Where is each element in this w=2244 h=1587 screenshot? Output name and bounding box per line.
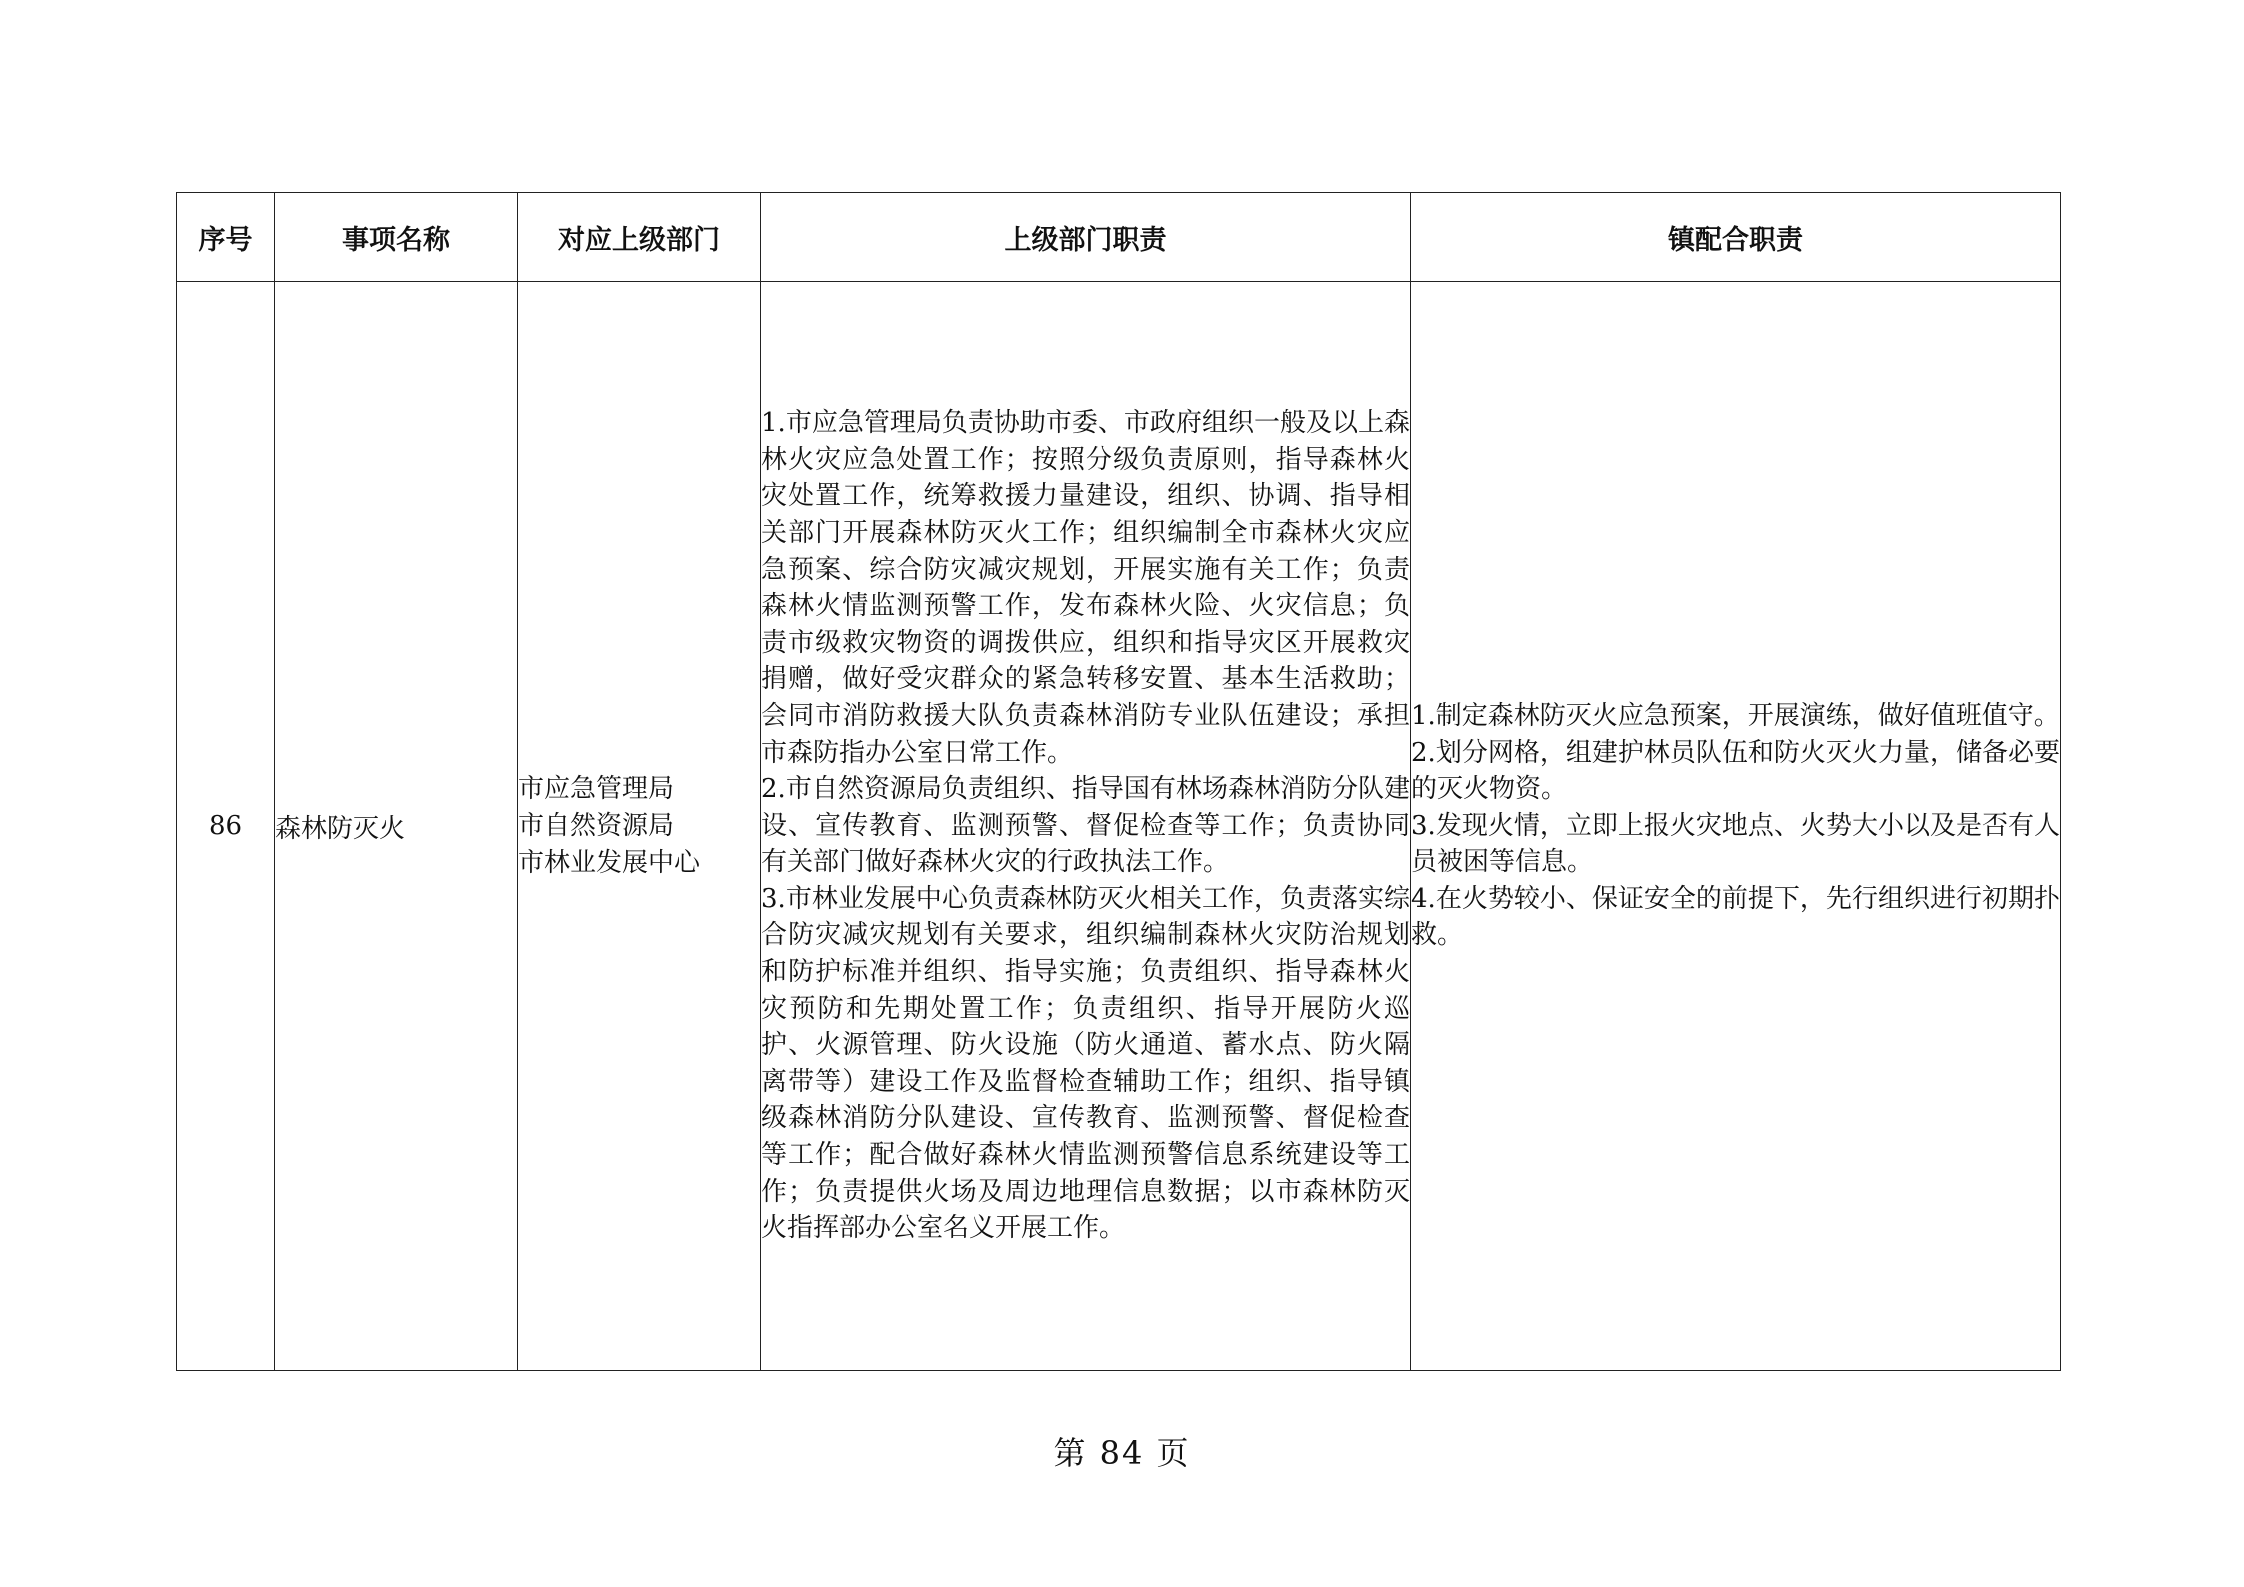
cell-item-name: 森林防灭火 [275,282,518,1371]
table-row [177,282,2061,1371]
header-department: 对应上级部门 [518,193,761,282]
town-duty-paragraph: 3.发现火情，立即上报火灾地点、火势大小以及是否有人员被困等信息。 [1411,810,2060,878]
duty-paragraph: 1.市应急管理局负责协助市委、市政府组织一般及以上森林火灾应急处置工作；按照分级负责原则，指导森林火灾处置工作，统筹救援力量建设，组织、协调、指导相关部门开展森林防灭火工作；组织编制全市森林火灾应急预案、综合防灾减灾规划，开展实施有关工作；负责森林火情监测预警工作，发布森林火险、火灾信息；负责市级救灾物资的调拨供应，组织和指导灾区开展救灾捐赠，做好受灾群众的紧急转移安置、基本生活救助；会同市消防救援大队负责森林消防专业队伍建设；承担市森防指办公室日常工作。 [761,408,1410,768]
town-duty-paragraph: 2.划分网格，组建护林员队伍和防火灭火力量，储备必要的灭火物资。 [1411,737,2060,805]
department-line: 市应急管理局 [518,773,675,804]
page-number: 第 84 页 [1053,1434,1191,1472]
cell-department-duties [761,282,1411,1371]
duty-paragraph: 2.市自然资源局负责组织、指导国有林场森林消防分队建设、宣传教育、监测预警、督促检查等工作；负责协同有关部门做好森林火灾的行政执法工作。 [761,774,1410,878]
header-department-duties: 上级部门职责 [761,193,1411,282]
header-seq: 序号 [177,193,275,282]
cell-seq: 86 [177,282,275,1371]
header-town-duties: 镇配合职责 [1411,193,2061,282]
responsibility-table [176,192,2061,1371]
cell-departments [518,282,761,1371]
town-duty-paragraph: 1.制定森林防灭火应急预案，开展演练，做好值班值守。 [1411,700,2060,731]
duty-paragraph: 3.市林业发展中心负责森林防灭火相关工作，负责落实综合防灾减灾规划有关要求，组织编制森林火灾防治规划和防护标准并组织、指导实施；负责组织、指导森林火灾预防和先期处置工作；负责组织、指导开展防火巡护、火源管理、防火设施（防火通道、蓄水点、防火隔离带等）建设工作及监督检查辅助工作；组织、指导镇级森林消防分队建设、宣传教育、监测预警、督促检查等工作；配合做好森林火情监测预警信息系统建设等工作；负责提供火场及周边地理信息数据；以市森林防灭火指挥部办公室名义开展工作。 [761,883,1410,1244]
department-line: 市自然资源局 [518,810,675,841]
town-duty-paragraph: 4.在火势较小、保证安全的前提下，先行组织进行初期扑救。 [1411,883,2060,951]
department-line: 市林业发展中心 [518,847,701,878]
header-item-name: 事项名称 [275,193,518,282]
table-header-row [177,193,2061,282]
cell-town-duties [1411,282,2061,1371]
